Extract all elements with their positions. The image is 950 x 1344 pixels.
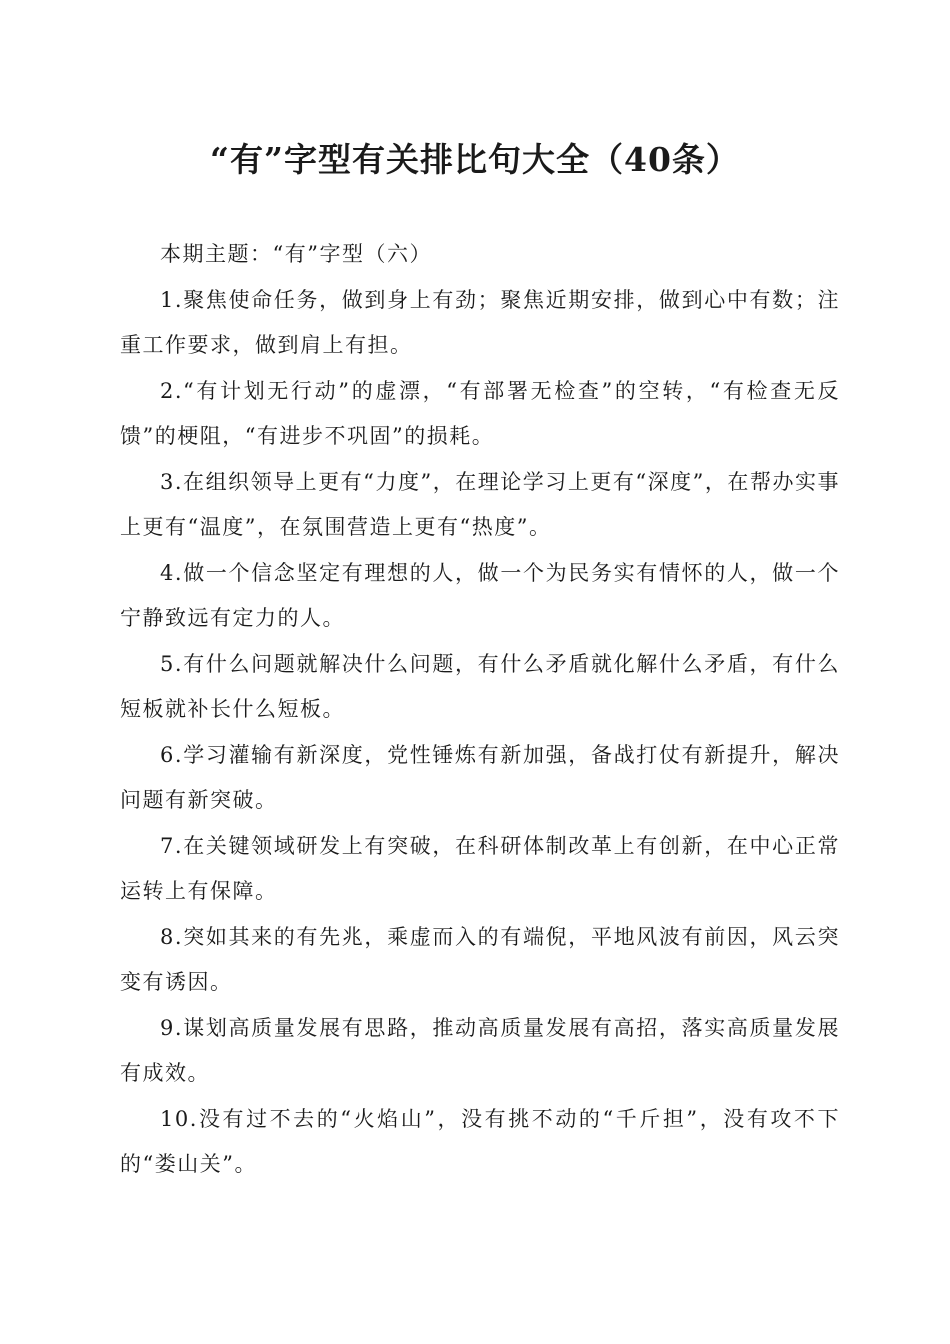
list-item: 3.在组织领导上更有“力度”，在理论学习上更有“深度”，在帮办实事上更有“温度”，在氛围营造上更有“热度”。 bbox=[120, 469, 840, 539]
list-item: 1.聚焦使命任务，做到身上有劲；聚焦近期安排，做到心中有数；注重工作要求，做到肩上有担。 bbox=[120, 287, 840, 357]
document-title: “有”字型有关排比句大全（40条） bbox=[210, 140, 740, 179]
document-body bbox=[120, 232, 840, 1188]
list-item: 9.谋划高质量发展有思路，推动高质量发展有高招，落实高质量发展有成效。 bbox=[120, 1015, 840, 1085]
list-item: 7.在关键领域研发上有突破，在科研体制改革上有创新，在中心正常运转上有保障。 bbox=[120, 833, 840, 903]
list-item: 2.“有计划无行动”的虚漂，“有部署无检查”的空转，“有检查无反馈”的梗阻，“有进步不巩固”的损耗。 bbox=[120, 378, 840, 448]
list-item: 5.有什么问题就解决什么问题，有什么矛盾就化解什么矛盾，有什么短板就补长什么短板。 bbox=[120, 651, 840, 721]
list-item: 8.突如其来的有先兆，乘虚而入的有端倪，平地风波有前因，风云突变有诱因。 bbox=[120, 924, 840, 994]
intro-paragraph: 本期主题：“有”字型（六） bbox=[160, 242, 432, 266]
list-item: 4.做一个信念坚定有理想的人，做一个为民务实有情怀的人，做一个宁静致远有定力的人。 bbox=[120, 560, 840, 630]
list-item: 10.没有过不去的“火焰山”，没有挑不动的“千斤担”，没有攻不下的“娄山关”。 bbox=[120, 1106, 840, 1176]
list-item: 6.学习灌输有新深度，党性锤炼有新加强，备战打仗有新提升，解决问题有新突破。 bbox=[120, 742, 840, 812]
